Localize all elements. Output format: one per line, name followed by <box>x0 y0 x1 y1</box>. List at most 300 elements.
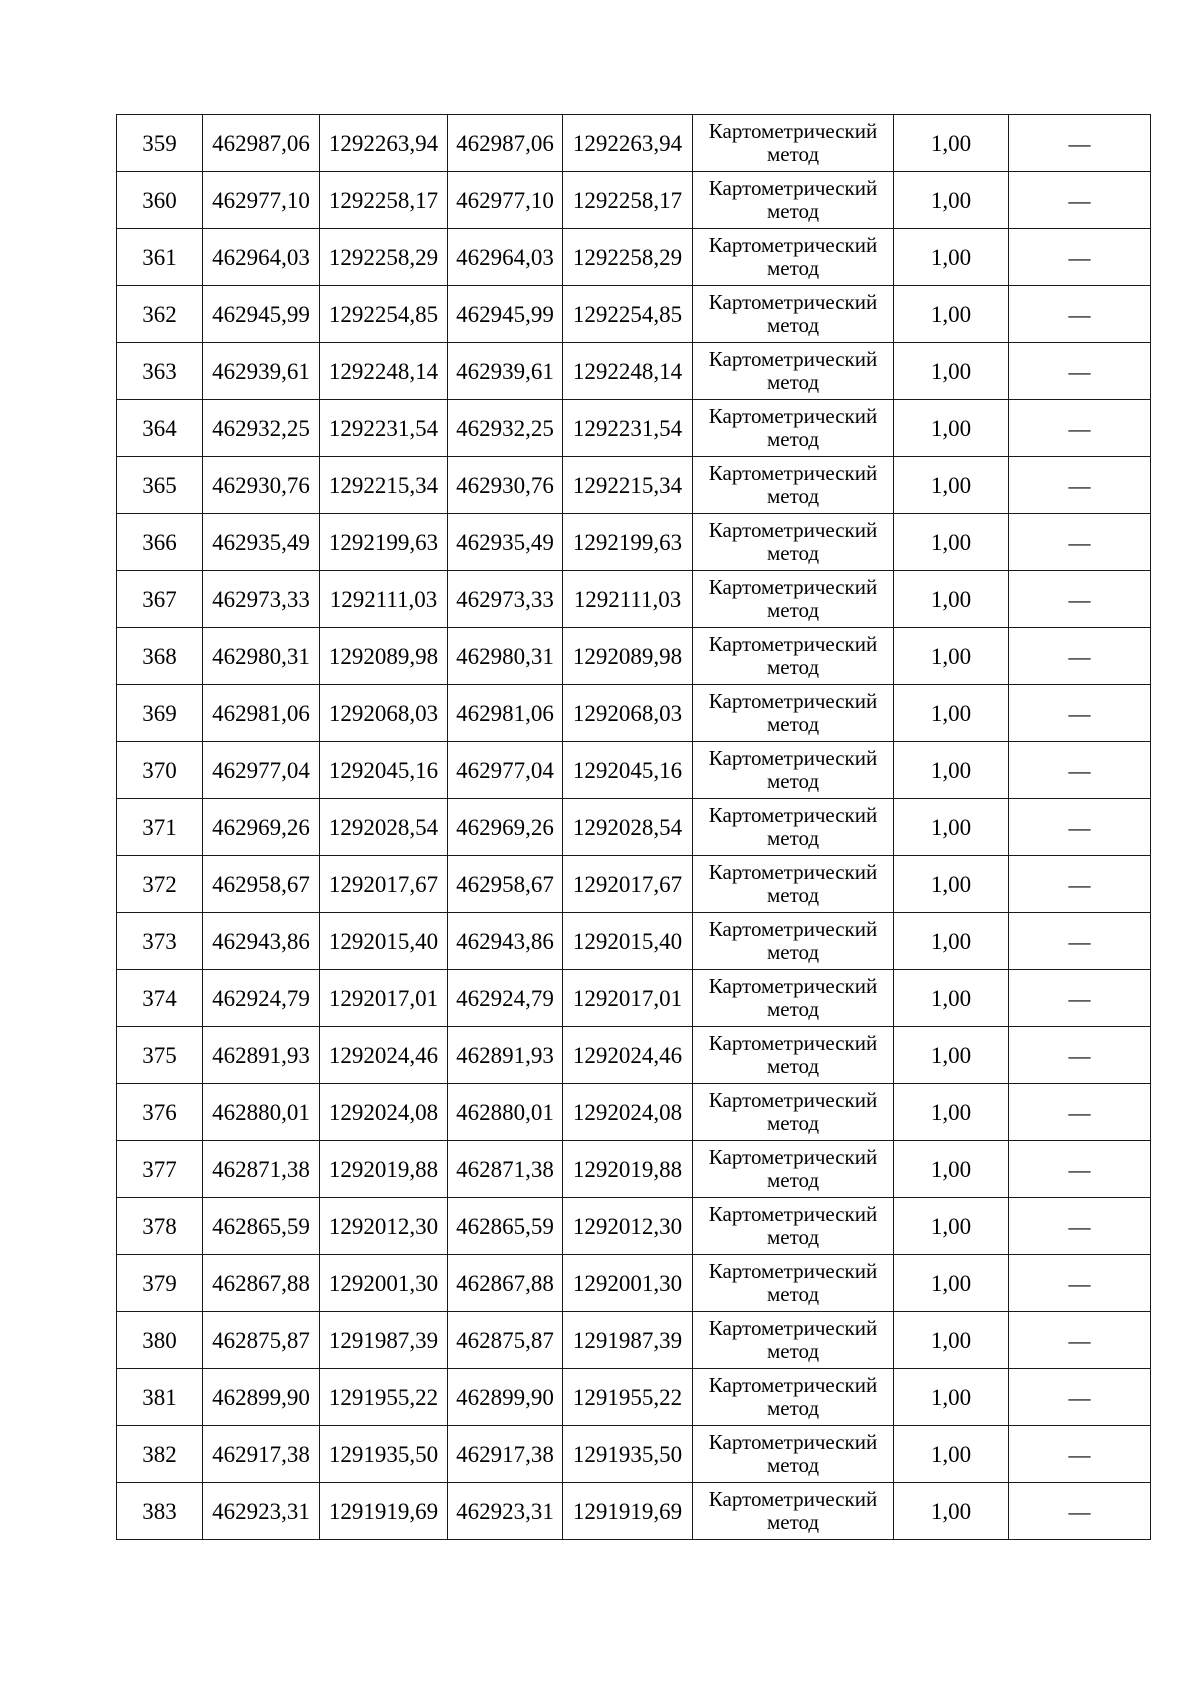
note-cell <box>1009 628 1151 685</box>
x-coordinate-cell: 462917,38 <box>203 1426 320 1483</box>
method-text-line: Картометрический <box>708 290 878 315</box>
dash-mark: — <box>1068 1441 1091 1467</box>
point-number-cell: 380 <box>117 1312 203 1369</box>
point-number-cell: 361 <box>117 229 203 286</box>
y-coordinate-cell: 1291955,22 <box>320 1369 448 1426</box>
point-number-cell: 383 <box>117 1483 203 1540</box>
table-row <box>117 343 1151 400</box>
x-coordinate-cell: 462923,31 <box>203 1483 320 1540</box>
note-cell <box>1009 685 1151 742</box>
note-cell <box>1009 457 1151 514</box>
method-cell <box>693 1084 894 1141</box>
y-coordinate-new-cell: 1292001,30 <box>563 1255 693 1312</box>
accuracy-cell: 1,00 <box>894 1141 1009 1198</box>
y-coordinate-new-cell: 1292199,63 <box>563 514 693 571</box>
y-coordinate-cell: 1292263,94 <box>320 115 448 172</box>
method-text-line: Картометрический <box>708 1031 878 1056</box>
y-coordinate-cell: 1292024,08 <box>320 1084 448 1141</box>
y-coordinate-cell: 1292248,14 <box>320 343 448 400</box>
method-cell <box>693 1198 894 1255</box>
note-cell <box>1009 343 1151 400</box>
method-text-line: метод <box>766 1396 820 1420</box>
method-text-line: Картометрический <box>708 632 878 657</box>
accuracy-cell: 1,00 <box>894 286 1009 343</box>
y-coordinate-new-cell: 1292045,16 <box>563 742 693 799</box>
method-cell <box>693 514 894 571</box>
x-coordinate-cell: 462867,88 <box>203 1255 320 1312</box>
x-coordinate-cell: 462899,90 <box>203 1369 320 1426</box>
dash-mark: — <box>1068 700 1091 726</box>
method-text-line: метод <box>766 1054 820 1078</box>
y-coordinate-cell: 1292068,03 <box>320 685 448 742</box>
accuracy-cell: 1,00 <box>894 457 1009 514</box>
accuracy-cell: 1,00 <box>894 1198 1009 1255</box>
table-row <box>117 970 1151 1027</box>
note-cell <box>1009 970 1151 1027</box>
method-text-line: метод <box>766 199 820 223</box>
table-row <box>117 1255 1151 1312</box>
x-coordinate-cell: 462943,86 <box>203 913 320 970</box>
method-text-line: Картометрический <box>708 917 878 942</box>
method-text-line: Картометрический <box>708 518 878 543</box>
method-text-line: Картометрический <box>708 1088 878 1113</box>
x-coordinate-new-cell: 462958,67 <box>448 856 563 913</box>
method-cell <box>693 571 894 628</box>
accuracy-cell: 1,00 <box>894 799 1009 856</box>
method-text-line: метод <box>766 598 820 622</box>
y-coordinate-cell: 1292001,30 <box>320 1255 448 1312</box>
method-cell <box>693 1369 894 1426</box>
method-text-line: Картометрический <box>708 1430 878 1455</box>
x-coordinate-new-cell: 462977,10 <box>448 172 563 229</box>
table-row <box>117 457 1151 514</box>
y-coordinate-new-cell: 1292024,46 <box>563 1027 693 1084</box>
method-text-line: Картометрический <box>708 233 878 258</box>
y-coordinate-new-cell: 1292111,03 <box>563 571 693 628</box>
x-coordinate-cell: 462969,26 <box>203 799 320 856</box>
x-coordinate-cell: 462964,03 <box>203 229 320 286</box>
table-row <box>117 1483 1151 1540</box>
table-row <box>117 1426 1151 1483</box>
method-text-line: метод <box>766 1225 820 1249</box>
y-coordinate-cell: 1292024,46 <box>320 1027 448 1084</box>
y-coordinate-new-cell: 1292258,29 <box>563 229 693 286</box>
dash-mark: — <box>1068 1327 1091 1353</box>
x-coordinate-new-cell: 462980,31 <box>448 628 563 685</box>
dash-mark: — <box>1068 757 1091 783</box>
note-cell <box>1009 1084 1151 1141</box>
dash-mark: — <box>1068 472 1091 498</box>
y-coordinate-cell: 1292019,88 <box>320 1141 448 1198</box>
y-coordinate-cell: 1292215,34 <box>320 457 448 514</box>
method-text-line: Картометрический <box>708 1202 878 1227</box>
accuracy-cell: 1,00 <box>894 1483 1009 1540</box>
table-row <box>117 229 1151 286</box>
method-text-line: метод <box>766 1339 820 1363</box>
y-coordinate-new-cell: 1292017,01 <box>563 970 693 1027</box>
method-text-line: метод <box>766 1111 820 1135</box>
x-coordinate-new-cell: 462899,90 <box>448 1369 563 1426</box>
y-coordinate-cell: 1292258,17 <box>320 172 448 229</box>
method-cell <box>693 343 894 400</box>
note-cell <box>1009 115 1151 172</box>
accuracy-cell: 1,00 <box>894 1255 1009 1312</box>
accuracy-cell: 1,00 <box>894 913 1009 970</box>
method-text-line: метод <box>766 484 820 508</box>
x-coordinate-cell: 462939,61 <box>203 343 320 400</box>
dash-mark: — <box>1068 130 1091 156</box>
point-number-cell: 376 <box>117 1084 203 1141</box>
point-number-cell: 378 <box>117 1198 203 1255</box>
point-number-cell: 369 <box>117 685 203 742</box>
y-coordinate-new-cell: 1292263,94 <box>563 115 693 172</box>
method-cell <box>693 457 894 514</box>
accuracy-cell: 1,00 <box>894 343 1009 400</box>
note-cell <box>1009 1141 1151 1198</box>
method-text-line: Картометрический <box>708 404 878 429</box>
accuracy-cell: 1,00 <box>894 742 1009 799</box>
method-text-line: Картометрический <box>708 347 878 372</box>
accuracy-cell: 1,00 <box>894 115 1009 172</box>
y-coordinate-cell: 1291935,50 <box>320 1426 448 1483</box>
accuracy-cell: 1,00 <box>894 856 1009 913</box>
dash-mark: — <box>1068 1213 1091 1239</box>
x-coordinate-new-cell: 462981,06 <box>448 685 563 742</box>
method-cell <box>693 1141 894 1198</box>
dash-mark: — <box>1068 871 1091 897</box>
table-row <box>117 400 1151 457</box>
x-coordinate-new-cell: 462964,03 <box>448 229 563 286</box>
point-number-cell: 374 <box>117 970 203 1027</box>
table-row <box>117 571 1151 628</box>
x-coordinate-cell: 462880,01 <box>203 1084 320 1141</box>
method-text-line: метод <box>766 997 820 1021</box>
x-coordinate-cell: 462891,93 <box>203 1027 320 1084</box>
y-coordinate-new-cell: 1291935,50 <box>563 1426 693 1483</box>
accuracy-cell: 1,00 <box>894 400 1009 457</box>
method-text-line: Картометрический <box>708 746 878 771</box>
note-cell <box>1009 229 1151 286</box>
point-number-cell: 372 <box>117 856 203 913</box>
x-coordinate-new-cell: 462977,04 <box>448 742 563 799</box>
point-number-cell: 368 <box>117 628 203 685</box>
table-row <box>117 1141 1151 1198</box>
y-coordinate-cell: 1292199,63 <box>320 514 448 571</box>
y-coordinate-cell: 1292017,67 <box>320 856 448 913</box>
table-row <box>117 1198 1151 1255</box>
y-coordinate-cell: 1292111,03 <box>320 571 448 628</box>
x-coordinate-new-cell: 462891,93 <box>448 1027 563 1084</box>
point-number-cell: 360 <box>117 172 203 229</box>
y-coordinate-cell: 1292089,98 <box>320 628 448 685</box>
dash-mark: — <box>1068 1384 1091 1410</box>
y-coordinate-cell: 1292017,01 <box>320 970 448 1027</box>
note-cell <box>1009 799 1151 856</box>
method-text-line: метод <box>766 1168 820 1192</box>
point-number-cell: 362 <box>117 286 203 343</box>
x-coordinate-new-cell: 462935,49 <box>448 514 563 571</box>
method-text-line: метод <box>766 313 820 337</box>
method-text-line: Картометрический <box>708 119 878 144</box>
y-coordinate-new-cell: 1292012,30 <box>563 1198 693 1255</box>
method-text-line: Картометрический <box>708 1259 878 1284</box>
method-cell <box>693 1312 894 1369</box>
dash-mark: — <box>1068 1099 1091 1125</box>
y-coordinate-new-cell: 1292258,17 <box>563 172 693 229</box>
point-number-cell: 382 <box>117 1426 203 1483</box>
method-text-line: метод <box>766 370 820 394</box>
method-cell <box>693 400 894 457</box>
point-number-cell: 377 <box>117 1141 203 1198</box>
method-cell <box>693 685 894 742</box>
method-text-line: метод <box>766 655 820 679</box>
note-cell <box>1009 913 1151 970</box>
y-coordinate-new-cell: 1291987,39 <box>563 1312 693 1369</box>
method-text-line: Картометрический <box>708 575 878 600</box>
table-row <box>117 742 1151 799</box>
y-coordinate-new-cell: 1291919,69 <box>563 1483 693 1540</box>
point-number-cell: 379 <box>117 1255 203 1312</box>
accuracy-cell: 1,00 <box>894 1369 1009 1426</box>
y-coordinate-new-cell: 1292028,54 <box>563 799 693 856</box>
y-coordinate-cell: 1292258,29 <box>320 229 448 286</box>
point-number-cell: 375 <box>117 1027 203 1084</box>
accuracy-cell: 1,00 <box>894 685 1009 742</box>
table-row <box>117 1369 1151 1426</box>
x-coordinate-new-cell: 462867,88 <box>448 1255 563 1312</box>
x-coordinate-new-cell: 462973,33 <box>448 571 563 628</box>
method-text-line: Картометрический <box>708 1316 878 1341</box>
y-coordinate-cell: 1292028,54 <box>320 799 448 856</box>
y-coordinate-cell: 1292015,40 <box>320 913 448 970</box>
dash-mark: — <box>1068 244 1091 270</box>
point-number-cell: 366 <box>117 514 203 571</box>
note-cell <box>1009 172 1151 229</box>
method-cell <box>693 856 894 913</box>
note-cell <box>1009 1255 1151 1312</box>
dash-mark: — <box>1068 358 1091 384</box>
table-row <box>117 1312 1151 1369</box>
method-text-line: метод <box>766 427 820 451</box>
note-cell <box>1009 1426 1151 1483</box>
table-row <box>117 628 1151 685</box>
x-coordinate-cell: 462977,10 <box>203 172 320 229</box>
note-cell <box>1009 1483 1151 1540</box>
point-number-cell: 370 <box>117 742 203 799</box>
table-row <box>117 1084 1151 1141</box>
method-text-line: метод <box>766 541 820 565</box>
method-text-line: метод <box>766 883 820 907</box>
note-cell <box>1009 1027 1151 1084</box>
method-cell <box>693 286 894 343</box>
table-row <box>117 172 1151 229</box>
table-row <box>117 913 1151 970</box>
accuracy-cell: 1,00 <box>894 229 1009 286</box>
x-coordinate-cell: 462865,59 <box>203 1198 320 1255</box>
method-cell <box>693 1255 894 1312</box>
note-cell <box>1009 571 1151 628</box>
point-number-cell: 364 <box>117 400 203 457</box>
method-cell <box>693 799 894 856</box>
dash-mark: — <box>1068 1156 1091 1182</box>
y-coordinate-new-cell: 1292248,14 <box>563 343 693 400</box>
method-cell <box>693 913 894 970</box>
method-cell <box>693 1027 894 1084</box>
table-row <box>117 514 1151 571</box>
y-coordinate-new-cell: 1292231,54 <box>563 400 693 457</box>
accuracy-cell: 1,00 <box>894 571 1009 628</box>
note-cell <box>1009 742 1151 799</box>
accuracy-cell: 1,00 <box>894 514 1009 571</box>
x-coordinate-cell: 462930,76 <box>203 457 320 514</box>
accuracy-cell: 1,00 <box>894 970 1009 1027</box>
x-coordinate-new-cell: 462865,59 <box>448 1198 563 1255</box>
y-coordinate-cell: 1292045,16 <box>320 742 448 799</box>
dash-mark: — <box>1068 1042 1091 1068</box>
x-coordinate-new-cell: 462987,06 <box>448 115 563 172</box>
x-coordinate-new-cell: 462939,61 <box>448 343 563 400</box>
method-text-line: метод <box>766 1510 820 1534</box>
note-cell <box>1009 286 1151 343</box>
x-coordinate-new-cell: 462932,25 <box>448 400 563 457</box>
method-cell <box>693 1483 894 1540</box>
dash-mark: — <box>1068 529 1091 555</box>
x-coordinate-cell: 462958,67 <box>203 856 320 913</box>
dash-mark: — <box>1068 928 1091 954</box>
x-coordinate-new-cell: 462930,76 <box>448 457 563 514</box>
method-text-line: Картометрический <box>708 461 878 486</box>
point-number-cell: 371 <box>117 799 203 856</box>
accuracy-cell: 1,00 <box>894 1084 1009 1141</box>
y-coordinate-new-cell: 1292068,03 <box>563 685 693 742</box>
y-coordinate-cell: 1292231,54 <box>320 400 448 457</box>
table-row <box>117 115 1151 172</box>
method-text-line: Картометрический <box>708 860 878 885</box>
x-coordinate-cell: 462932,25 <box>203 400 320 457</box>
y-coordinate-new-cell: 1292024,08 <box>563 1084 693 1141</box>
note-cell <box>1009 1312 1151 1369</box>
accuracy-cell: 1,00 <box>894 1426 1009 1483</box>
point-number-cell: 359 <box>117 115 203 172</box>
method-text-line: метод <box>766 940 820 964</box>
accuracy-cell: 1,00 <box>894 172 1009 229</box>
note-cell <box>1009 1369 1151 1426</box>
method-cell <box>693 1426 894 1483</box>
method-text-line: Картометрический <box>708 974 878 999</box>
method-text-line: Картометрический <box>708 1145 878 1170</box>
note-cell <box>1009 400 1151 457</box>
accuracy-cell: 1,00 <box>894 628 1009 685</box>
table-row <box>117 286 1151 343</box>
x-coordinate-new-cell: 462871,38 <box>448 1141 563 1198</box>
method-text-line: метод <box>766 826 820 850</box>
method-text-line: метод <box>766 142 820 166</box>
point-number-cell: 367 <box>117 571 203 628</box>
dash-mark: — <box>1068 985 1091 1011</box>
y-coordinate-new-cell: 1291955,22 <box>563 1369 693 1426</box>
x-coordinate-cell: 462987,06 <box>203 115 320 172</box>
y-coordinate-new-cell: 1292017,67 <box>563 856 693 913</box>
method-cell <box>693 742 894 799</box>
y-coordinate-new-cell: 1292215,34 <box>563 457 693 514</box>
method-text-line: Картометрический <box>708 1373 878 1398</box>
x-coordinate-cell: 462977,04 <box>203 742 320 799</box>
x-coordinate-cell: 462935,49 <box>203 514 320 571</box>
y-coordinate-cell: 1291987,39 <box>320 1312 448 1369</box>
coordinates-table <box>116 114 1151 1540</box>
x-coordinate-new-cell: 462945,99 <box>448 286 563 343</box>
table-row <box>117 685 1151 742</box>
dash-mark: — <box>1068 1270 1091 1296</box>
dash-mark: — <box>1068 1498 1091 1524</box>
method-text-line: Картометрический <box>708 803 878 828</box>
method-cell <box>693 970 894 1027</box>
y-coordinate-new-cell: 1292254,85 <box>563 286 693 343</box>
point-number-cell: 365 <box>117 457 203 514</box>
table-row <box>117 856 1151 913</box>
point-number-cell: 373 <box>117 913 203 970</box>
y-coordinate-new-cell: 1292015,40 <box>563 913 693 970</box>
method-cell <box>693 628 894 685</box>
dash-mark: — <box>1068 814 1091 840</box>
dash-mark: — <box>1068 586 1091 612</box>
x-coordinate-new-cell: 462875,87 <box>448 1312 563 1369</box>
y-coordinate-new-cell: 1292089,98 <box>563 628 693 685</box>
note-cell <box>1009 856 1151 913</box>
method-text-line: метод <box>766 1282 820 1306</box>
table-row <box>117 799 1151 856</box>
table-row <box>117 1027 1151 1084</box>
method-text-line: метод <box>766 769 820 793</box>
x-coordinate-new-cell: 462923,31 <box>448 1483 563 1540</box>
method-text-line: метод <box>766 1453 820 1477</box>
method-cell <box>693 172 894 229</box>
method-cell <box>693 229 894 286</box>
x-coordinate-cell: 462924,79 <box>203 970 320 1027</box>
x-coordinate-cell: 462981,06 <box>203 685 320 742</box>
y-coordinate-cell: 1291919,69 <box>320 1483 448 1540</box>
table-body <box>117 115 1151 1540</box>
x-coordinate-cell: 462945,99 <box>203 286 320 343</box>
x-coordinate-new-cell: 462924,79 <box>448 970 563 1027</box>
point-number-cell: 381 <box>117 1369 203 1426</box>
point-number-cell: 363 <box>117 343 203 400</box>
method-text-line: метод <box>766 256 820 280</box>
x-coordinate-new-cell: 462880,01 <box>448 1084 563 1141</box>
method-text-line: Картометрический <box>708 176 878 201</box>
method-text-line: Картометрический <box>708 689 878 714</box>
x-coordinate-cell: 462875,87 <box>203 1312 320 1369</box>
y-coordinate-new-cell: 1292019,88 <box>563 1141 693 1198</box>
x-coordinate-new-cell: 462943,86 <box>448 913 563 970</box>
x-coordinate-cell: 462973,33 <box>203 571 320 628</box>
dash-mark: — <box>1068 301 1091 327</box>
accuracy-cell: 1,00 <box>894 1312 1009 1369</box>
note-cell <box>1009 514 1151 571</box>
dash-mark: — <box>1068 187 1091 213</box>
note-cell <box>1009 1198 1151 1255</box>
method-text-line: Картометрический <box>708 1487 878 1512</box>
x-coordinate-cell: 462980,31 <box>203 628 320 685</box>
y-coordinate-cell: 1292012,30 <box>320 1198 448 1255</box>
accuracy-cell: 1,00 <box>894 1027 1009 1084</box>
method-cell <box>693 115 894 172</box>
x-coordinate-new-cell: 462917,38 <box>448 1426 563 1483</box>
y-coordinate-cell: 1292254,85 <box>320 286 448 343</box>
dash-mark: — <box>1068 643 1091 669</box>
x-coordinate-new-cell: 462969,26 <box>448 799 563 856</box>
x-coordinate-cell: 462871,38 <box>203 1141 320 1198</box>
